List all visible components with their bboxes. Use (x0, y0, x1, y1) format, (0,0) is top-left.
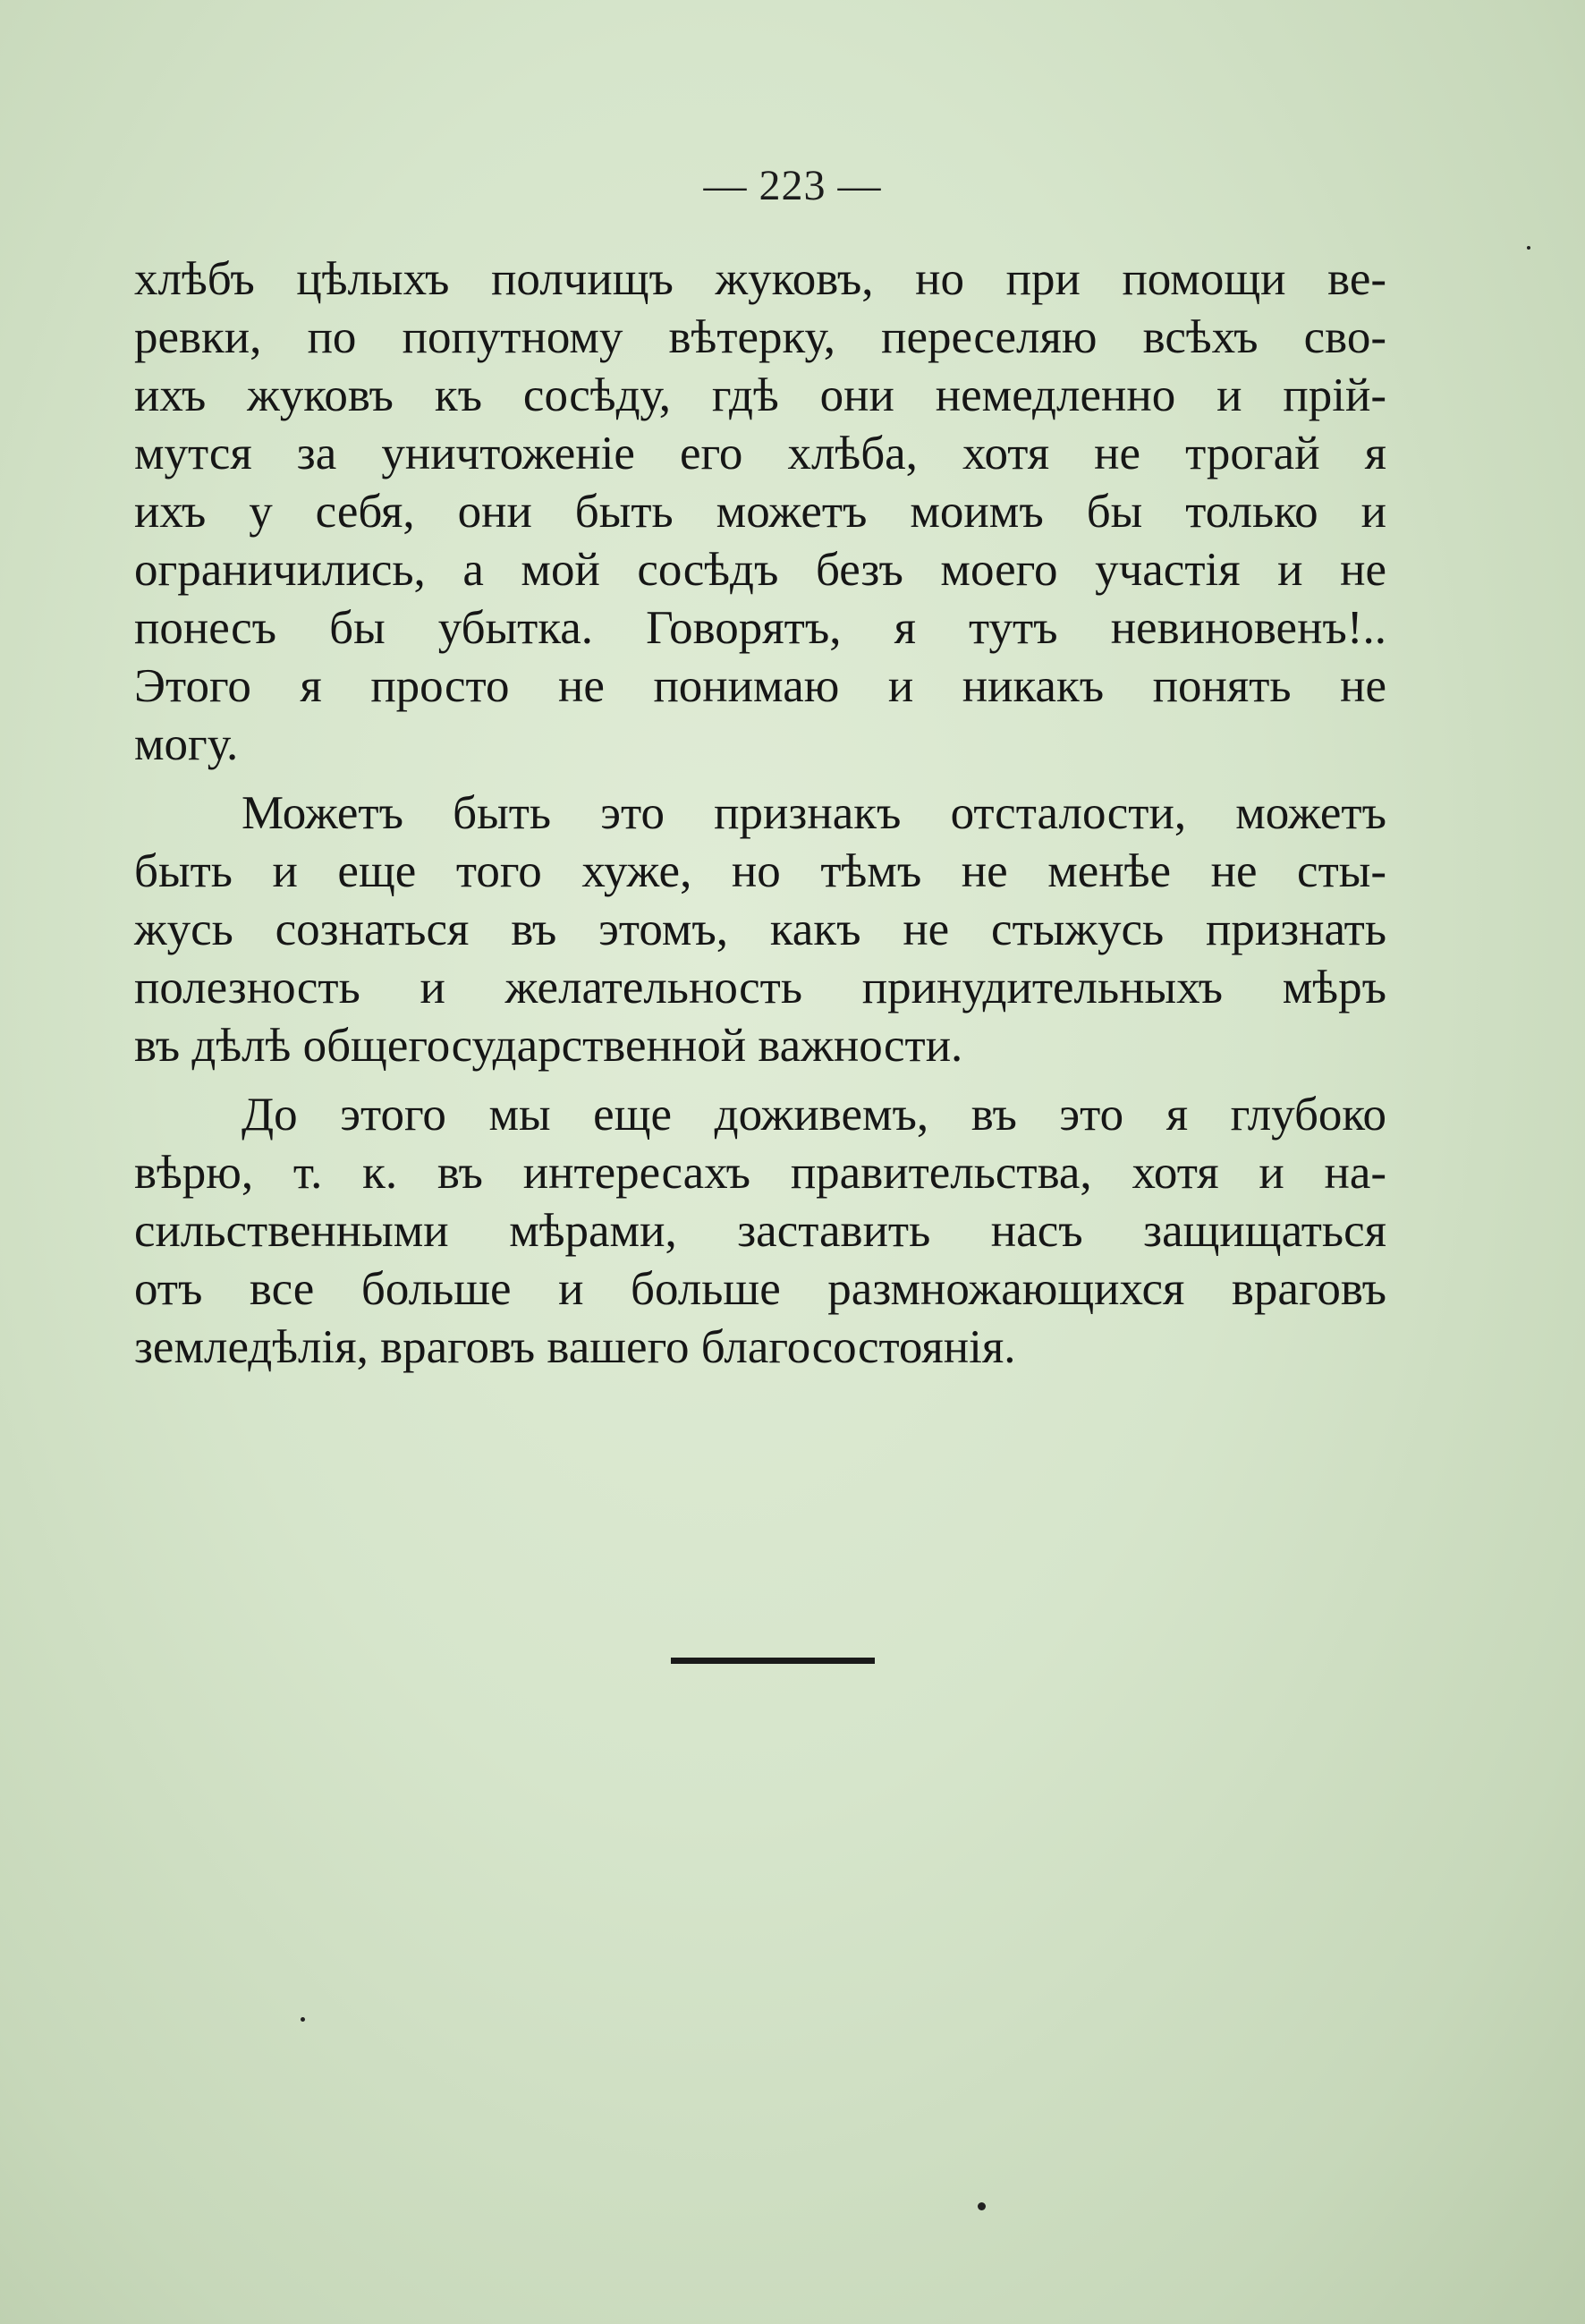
paper-speck (1527, 246, 1530, 250)
text-line: ихъ жуковъ къ сосѣду, гдѣ они немедленно и прій- (134, 369, 1386, 421)
text-line: жусь сознаться въ этомъ, какъ не стыжусь признать (134, 903, 1386, 955)
body-text (134, 250, 1386, 1377)
text-line: быть и еще того хуже, но тѣмъ не менѣе не сты- (134, 845, 1386, 897)
text-line: сильственными мѣрами, заставить насъ защищаться (134, 1205, 1386, 1257)
text-line: полезность и желательность принудительныхъ мѣръ (134, 962, 1386, 1014)
text-line: До этого мы еще доживемъ, въ это я глубоко (242, 1089, 1386, 1141)
page-number: — 223 — (703, 162, 882, 209)
text-line: вѣрю, т. к. въ интересахъ правительства, хотя и на- (134, 1147, 1386, 1199)
text-line: ревки, по попутному вѣтерку, переселяю всѣхъ сво- (134, 311, 1386, 363)
text-line: могу. (134, 718, 239, 770)
text-line: Этого я просто не понимаю и никакъ понять не (134, 660, 1386, 712)
paper-speck (978, 2202, 986, 2210)
text-line: мутся за уничтоженіе его хлѣба, хотя не трогай я (134, 428, 1386, 479)
text-line: отъ все больше и больше размножающихся враговъ (134, 1263, 1386, 1315)
paper-speck (301, 2017, 305, 2022)
text-line: ихъ у себя, они быть можетъ моимъ бы только и (134, 486, 1386, 538)
paragraph (134, 250, 1386, 774)
text-line: понесъ бы убытка. Говорятъ, я тутъ невиновенъ!.. (134, 602, 1386, 654)
paragraph (134, 1086, 1386, 1377)
section-end-rule (671, 1658, 875, 1664)
text-line: Можетъ быть это признакъ отсталости, можетъ (242, 787, 1386, 839)
text-line: ограничились, а мой сосѣдъ безъ моего участія и не (134, 544, 1386, 596)
text-line: земледѣлія, враговъ вашего благосостоянія. (134, 1321, 1016, 1373)
text-line: хлѣбъ цѣлыхъ полчищъ жуковъ, но при помощи ве- (134, 253, 1386, 305)
text-line: въ дѣлѣ общегосударственной важности. (134, 1020, 963, 1072)
paragraph (134, 785, 1386, 1075)
